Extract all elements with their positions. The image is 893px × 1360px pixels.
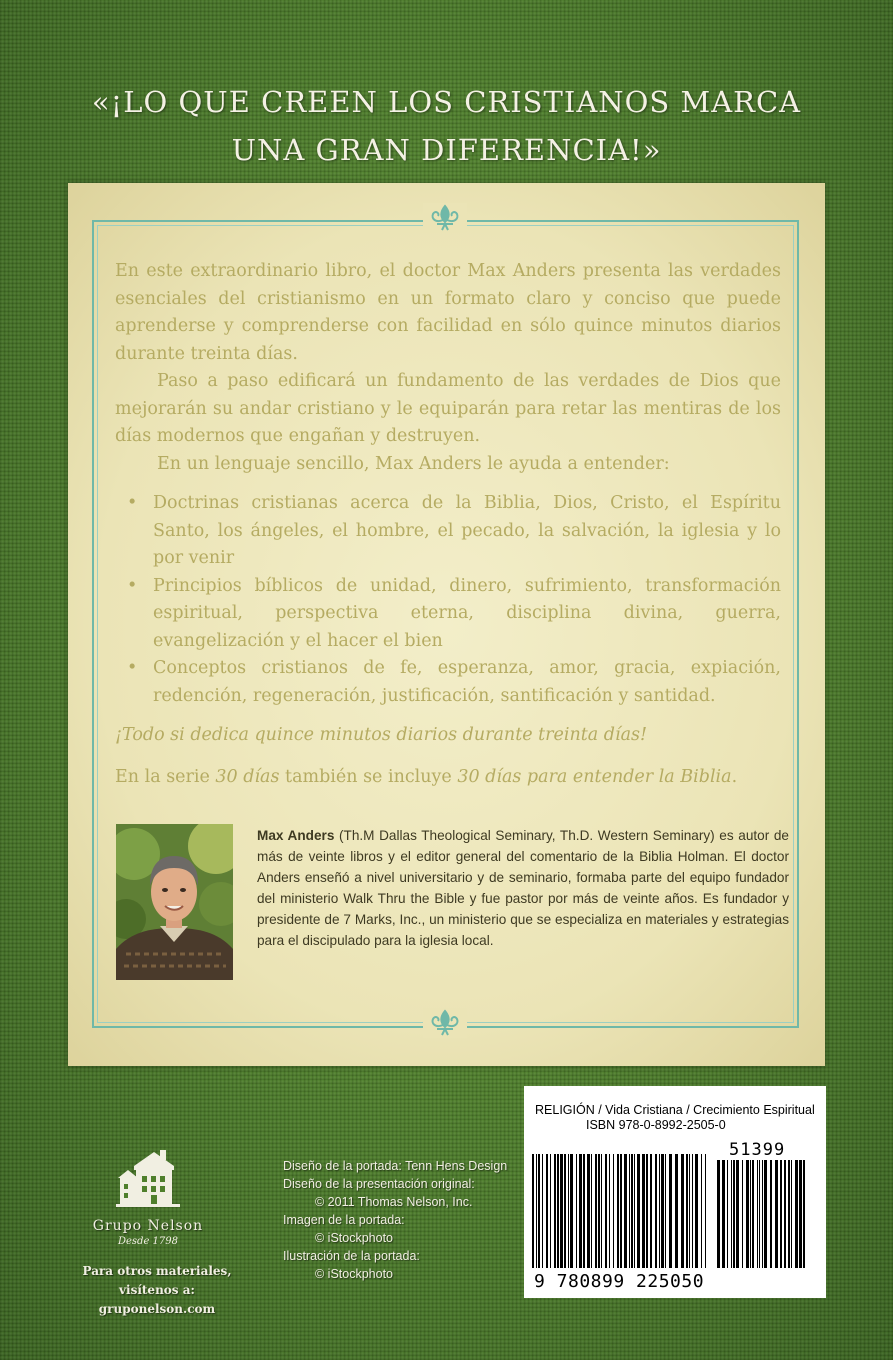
credit-line: Ilustración de la portada: [283,1249,420,1263]
barcode-bar [791,1160,792,1268]
barcode-bar [642,1154,645,1268]
barcode-bar [717,1160,720,1268]
isbn-number: ISBN 978-0-8992-2505-0 [586,1118,726,1132]
headline-line-1: «¡LO QUE CREEN LOS CRISTIANOS MARCA [91,85,802,119]
barcode-bar [542,1154,543,1268]
barcode-bar [746,1160,749,1268]
barcode-bar [646,1154,648,1268]
barcode-bar [780,1160,782,1268]
barcode-bar [655,1154,657,1268]
publisher-logo [88,1148,208,1247]
description-paragraph: En un lenguaje sencillo, Max Anders le ayuda a entender: [157,453,670,474]
barcode-bar [736,1160,739,1268]
barcode-bar [629,1154,630,1268]
barcode-bar [731,1160,732,1268]
barcode-bar [788,1160,790,1268]
ean-digits: 9 780899 225050 [534,1271,705,1292]
author-bio [257,825,789,951]
barcode-bar [762,1160,763,1268]
barcode-bar [759,1160,760,1268]
barcode-bar [554,1154,556,1268]
barcode-bar [659,1154,660,1268]
book-category: RELIGIÓN / Vida Cristiana / Crecimiento Espiritual [535,1103,815,1117]
barcode-bar [595,1154,597,1268]
barcode-bar [598,1154,600,1268]
fleur-de-lis-ornament-icon [423,203,467,233]
publisher-website-note [62,1262,252,1319]
publisher-since: Desde 1798 [117,1236,178,1247]
headline-line-2: UNA GRAN DIFERENCIA!» [231,133,662,167]
barcode-bar [560,1154,563,1268]
credit-line: © 2011 Thomas Nelson, Inc. [315,1195,473,1209]
barcode-bar [637,1154,640,1268]
publisher-name: Grupo Nelson [92,1218,204,1234]
series-note: En la serie 30 días también se incluye 30 días para entender la Biblia. [115,766,738,787]
barcode-bar [609,1154,610,1268]
barcode-bar [750,1160,751,1268]
barcode-bar [557,1154,559,1268]
isbn-barcode-block [524,1086,826,1298]
barcode-bar [620,1154,622,1268]
barcode-bar [538,1154,540,1268]
barcode-bar [669,1154,672,1268]
barcode-bar [587,1154,590,1268]
publisher-website-link[interactable]: gruponelson.com [98,1302,216,1316]
book-description [115,258,781,791]
barcode-bar [775,1160,778,1268]
barcode-bar [576,1154,577,1268]
barcode-bar [550,1154,551,1268]
barcode-bar [757,1160,758,1268]
barcode-bar [617,1154,619,1268]
description-paragraph: En este extraordinario libro, el doctor Max Anders presenta las verdades esenciales del cristianismo en un formato claro y conciso que puede aprenderse y comprenderse con facilidad en sólo quince minutos diarios durante treinta días. [115,261,781,364]
barcode-bar [692,1154,693,1268]
barcode-bar [564,1154,566,1268]
barcode-bar [591,1154,592,1268]
barcode-bar [536,1154,537,1268]
barcode-bar [689,1154,690,1268]
barcode-bar [568,1154,569,1268]
barcode-bar [681,1154,684,1268]
back-cover-headline [0,78,893,174]
description-panel [68,183,825,1066]
list-item: • Principios bíblicos de unidad, dinero, sufrimiento, transformación espiritual, perspectiva eterna, disciplina divina, guerra, evangelización y el hacer el bien [115,573,781,656]
barcode-bar [570,1154,573,1268]
credit-line: © iStockphoto [315,1231,394,1245]
price-barcode [717,1160,809,1270]
barcode-bar [605,1154,607,1268]
ean-barcode [532,1154,712,1270]
barcode-bar [770,1160,772,1268]
barcode-bar [784,1160,786,1268]
barcode-bar [583,1154,585,1268]
barcode-bar [764,1160,767,1268]
barcode-bar [803,1160,805,1268]
house-logo-icon [116,1195,180,1214]
barcode-bar [624,1154,627,1268]
barcode-bar [650,1154,652,1268]
credit-line: Imagen de la portada: [283,1213,405,1227]
barcode-bar [532,1154,534,1268]
barcode-bar [613,1154,614,1268]
barcode-bar [634,1154,635,1268]
barcode-bar [733,1160,735,1268]
barcode-bar [752,1160,754,1268]
barcode-bar [665,1154,666,1268]
barcode-bar [546,1154,548,1268]
barcode-bar [579,1154,582,1268]
topics-list [115,490,781,710]
barcode-bar [705,1154,706,1268]
barcode-bar [742,1160,743,1268]
barcode-bar [695,1154,698,1268]
series-name: 30 días [215,766,280,787]
barcode-bar [799,1160,802,1268]
price-code: 51399 [729,1140,786,1160]
list-item: • Conceptos cristianos de fe, esperanza, amor, gracia, expiación, redención, regeneración, justificación, santificación y santidad. [115,655,781,710]
more-materials-text: Para otros materiales, visítenos a: [82,1264,232,1297]
barcode-bar [722,1160,725,1268]
barcode-bar [661,1154,664,1268]
tagline: ¡Todo si dedica quince minutos diarios durante treinta días! [115,725,648,745]
barcode-bar [701,1154,702,1268]
author-photo [116,824,233,980]
series-title: 30 días para entender la Biblia [457,766,732,787]
credit-line: Diseño de la presentación original: [283,1177,475,1191]
barcode-bar [727,1160,728,1268]
fleur-de-lis-ornament-icon [423,1008,467,1038]
barcode-bar [675,1154,678,1268]
author-name: Max Anders [257,828,335,843]
description-paragraph: Paso a paso edificará un fundamento de las verdades de Dios que mejorarán su andar cristiano y le equiparán para retar las mentiras de los días modernos que engañan y destruyen. [115,371,781,446]
list-item: • Doctrinas cristianas acerca de la Biblia, Dios, Cristo, el Espíritu Santo, los ángeles, el hombre, el pecado, la salvación, la iglesia y lo por venir [115,490,781,573]
author-bio-text: (Th.M Dallas Theological Seminary, Th.D. Western Seminary) es autor de más de veinte libros y el editor general del comentario de la Biblia Holman. El doctor Anders enseñó a nivel universitario y de seminario, formaba parte del equipo fundador del ministerio Walk Thru the Bible y fue pastor por más de veinte años. Es fundador y presidente de 7 Marks, Inc., un ministerio que se especializa en materiales y estrategias para el discipulado para la iglesia local. [257,828,789,948]
barcode-bar [631,1154,633,1268]
barcode-bar [795,1160,798,1268]
credit-line: Diseño de la portada: Tenn Hens Design [283,1159,508,1173]
barcode-bar [601,1154,602,1268]
design-credits [283,1157,513,1283]
barcode-bar [686,1154,688,1268]
credit-line: © iStockphoto [315,1267,394,1281]
